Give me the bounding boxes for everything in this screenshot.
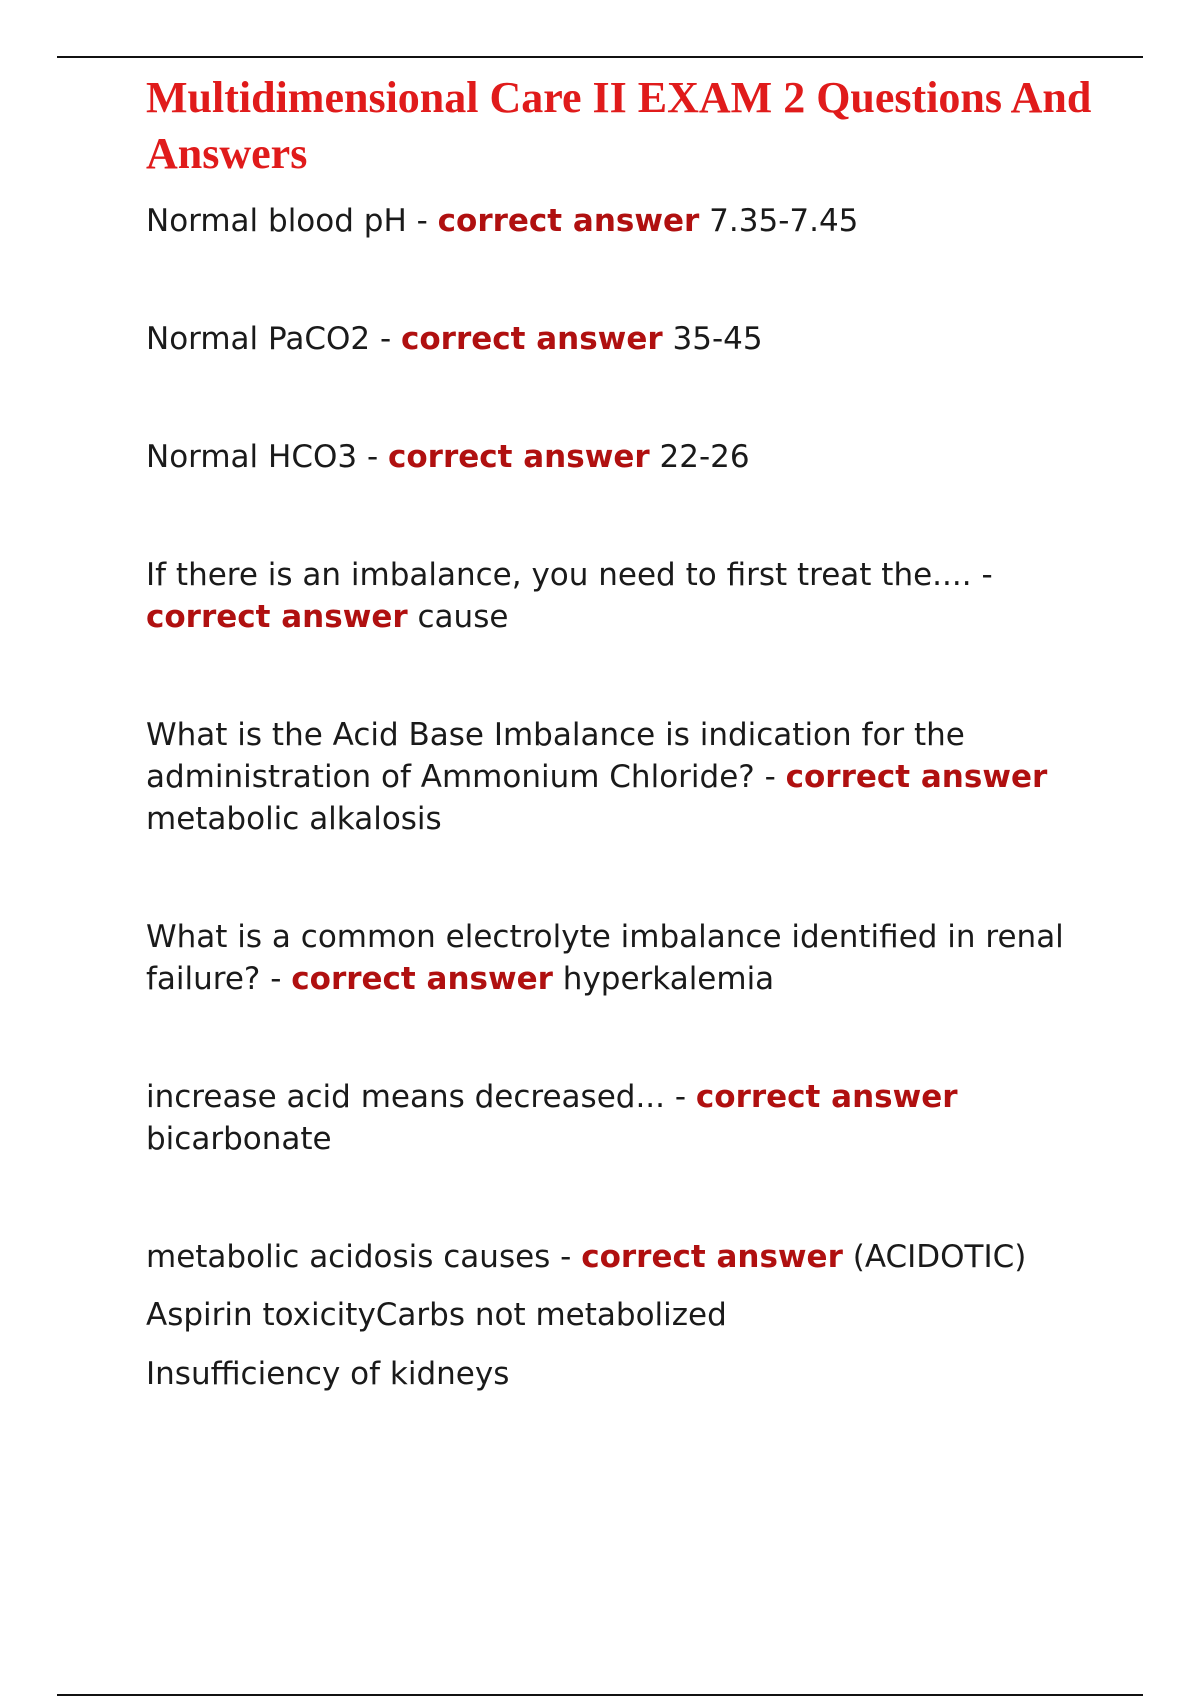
qa-item [146,554,1106,638]
answer-text: 7.35-7.45 [709,203,859,239]
top-rule [57,56,1143,58]
question-text: What is a common electrolyte imbalance identified in renal failure? - [146,919,1064,997]
answer-continuation-line: Insufficiency of kidneys [146,1356,510,1392]
qa-item [146,436,1106,478]
question-text: Normal HCO3 - [146,439,388,475]
document-title: Multidimensional Care II EXAM 2 Questions And Answers [146,73,1092,178]
question-text: metabolic acidosis causes - [146,1239,582,1275]
answer-label: correct answer [400,321,663,357]
qa-item [146,318,1106,360]
qa-item [146,1236,1106,1278]
answer-label: correct answer [581,1239,843,1275]
qa-item [146,200,1106,242]
answer-label: correct answer [437,203,700,239]
document-body [146,70,1106,1395]
bottom-rule [57,1694,1143,1696]
answer-label: correct answer [388,439,650,475]
answer-label: correct answer [146,599,408,635]
answer-label: correct answer [695,1079,958,1115]
answer-text: (ACIDOTIC) [852,1239,1027,1275]
question-text: Normal PaCO2 - [146,321,401,357]
question-text: increase acid means decreased... - [146,1079,696,1115]
question-text: Normal blood pH - [146,203,438,239]
question-text: What is the Acid Base Imbalance is indication for the administration of Ammonium Chloride? - [146,717,965,795]
answer-text: hyperkalemia [562,961,775,997]
qa-item [146,916,1106,1000]
qa-item [146,1076,1106,1160]
answer-text: cause [417,599,509,635]
answer-label: correct answer [291,961,553,997]
answer-continuation-line: Aspirin toxicityCarbs not metabolized [146,1297,727,1333]
qa-item [146,714,1106,840]
answer-text: bicarbonate [146,1121,332,1157]
answer-text: metabolic alkalosis [146,801,442,837]
answer-label: correct answer [785,759,1048,795]
answer-text: 35-45 [672,321,763,357]
question-text: If there is an imbalance, you need to first treat the.... - [146,557,993,593]
answer-text: 22-26 [659,439,750,475]
